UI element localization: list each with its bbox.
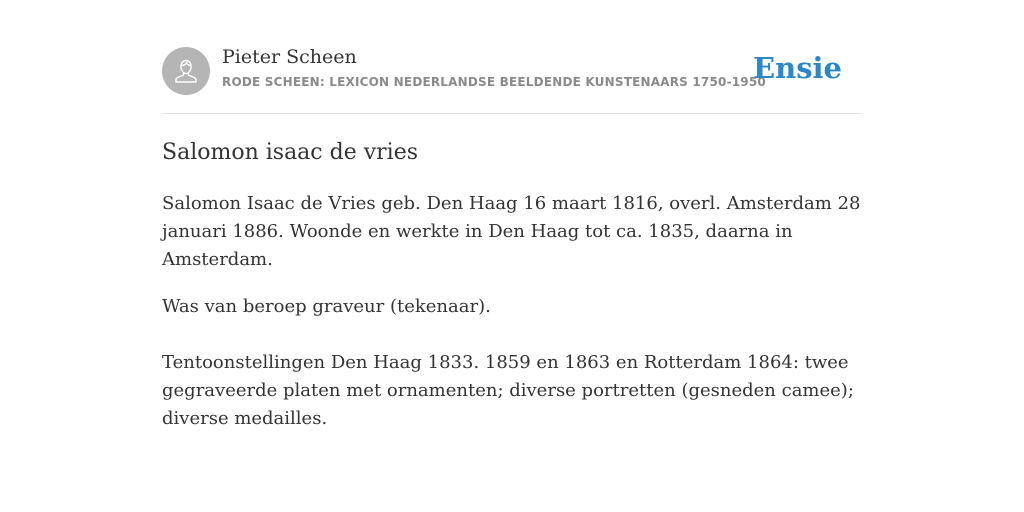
entry-body bbox=[162, 190, 862, 433]
entry-paragraph: Salomon Isaac de Vries geb. Den Haag 16 maart 1816, overl. Amsterdam 28 januari 1886. Woonde en werkte in Den Haag tot ca. 1835, daarna in Amsterdam. bbox=[162, 193, 861, 270]
entry-paragraph: Tentoonstellingen Den Haag 1833. 1859 en 1863 en Rotterdam 1864: twee gegraveerde platen met ornamenten; diverse portretten (gesneden camee); diverse medailles. bbox=[162, 352, 854, 429]
entry-header bbox=[162, 46, 862, 114]
user-avatar-icon[interactable] bbox=[162, 47, 210, 95]
entry-title: Salomon isaac de vries bbox=[162, 140, 418, 165]
entry-card bbox=[162, 46, 862, 433]
source-title[interactable]: RODE SCHEEN: LEXICON NEDERLANDSE BEELDENDE KUNSTENAARS 1750-1950 bbox=[222, 75, 766, 89]
author-name[interactable]: Pieter Scheen bbox=[222, 46, 357, 68]
brand-logo[interactable]: Ensie bbox=[753, 51, 842, 85]
entry-paragraph: Was van beroep graveur (tekenaar). bbox=[162, 296, 491, 317]
